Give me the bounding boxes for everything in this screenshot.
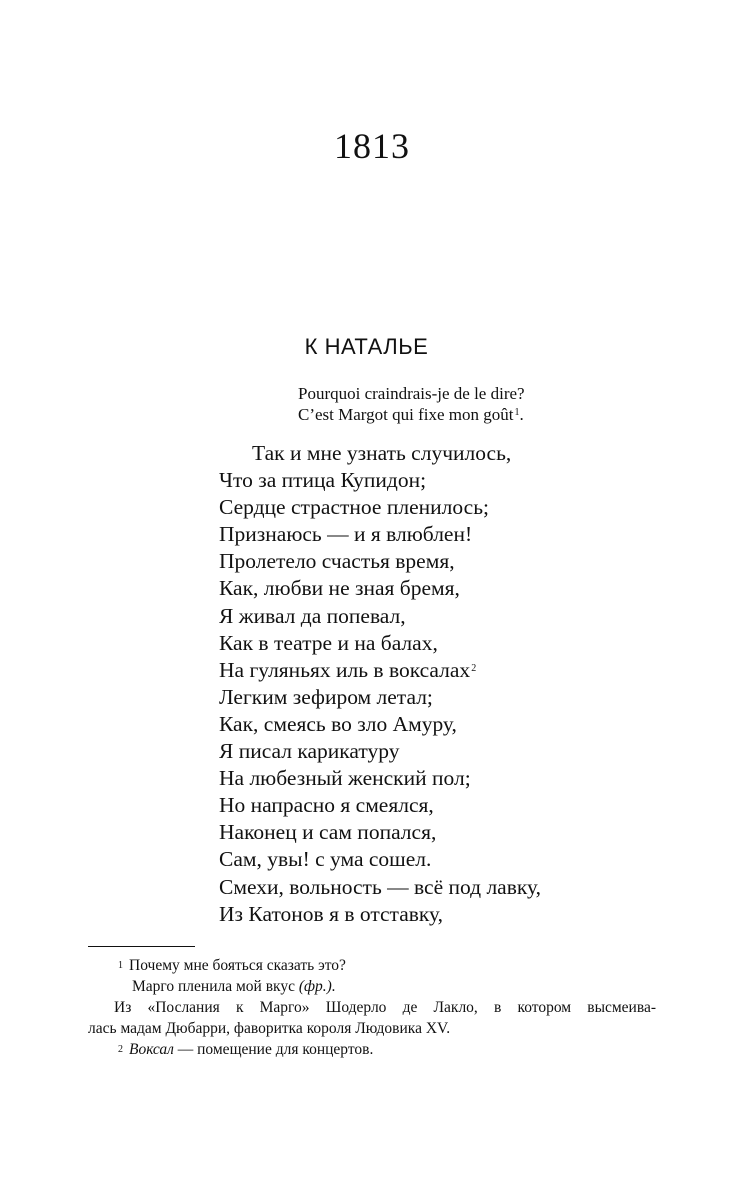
verse-line: Из Катонов я в отставку,: [219, 901, 444, 926]
verse-line: Смехи, вольность — всё под лавку,: [219, 874, 541, 899]
verse-line: Я живал да попевал,: [219, 603, 406, 628]
verse-line: [219, 657, 541, 684]
verse-line-text: На гуляньях иль в воксалах: [219, 657, 471, 682]
footnote-text: — помещение для концертов.: [173, 1041, 374, 1058]
epigraph-line: C’est Margot qui fixe mon goût$^1$.: [298, 405, 524, 424]
footnote-ref: 2: [471, 662, 477, 674]
footnote-1-line: [88, 976, 656, 997]
poem-title: К НАТАЛЬЕ: [304, 334, 429, 359]
verse-line: Как в театре и на балах,: [219, 630, 438, 655]
footnote-1-line: Из «Послания к Марго» Шодерло де Лакло, в котором высмеива-: [114, 999, 656, 1016]
verse-line: Сам, увы! с ума сошел.: [219, 847, 432, 872]
footnote-1-line: лась мадам Дюбарри, фаворитка короля Людовика XV.: [88, 1020, 451, 1037]
footnote-divider: [88, 946, 195, 947]
footnote-text: Марго пленила мой вкус: [132, 978, 295, 995]
footnote-number: 1: [118, 960, 123, 971]
verse-line: На любезный женский пол;: [219, 766, 471, 791]
verse-line: Так и мне узнать случилось,: [252, 441, 512, 465]
footnote-text: Почему мне бояться сказать это?: [129, 957, 346, 974]
epigraph-line-text: C’est Margot qui fixe mon goût: [298, 405, 514, 424]
footnotes: [88, 955, 656, 1060]
footnote-number: 2: [118, 1044, 123, 1055]
verse-line: Как, любви не зная бремя,: [219, 576, 460, 601]
footnote-ref: 1: [514, 407, 520, 418]
section-year-heading: 1813: [334, 126, 410, 166]
verse-line: Что за птица Купидон;: [219, 468, 427, 493]
verse-line: Я писал карикатуру: [219, 739, 400, 764]
verse-line: Наконец и сам попался,: [219, 820, 437, 845]
verse-line: Легким зефиром летал;: [219, 684, 433, 709]
verse-line: Но напрасно я смеялся,: [219, 793, 434, 818]
poem-verse: [219, 440, 541, 928]
verse-line: Пролетело счастья время,: [219, 549, 455, 574]
verse-line: Сердце страстное пленилось;: [219, 495, 489, 520]
epigraph: [298, 383, 525, 425]
epigraph-line: Pourquoi craindrais-je de le dire?: [298, 384, 525, 403]
footnote-1: [88, 955, 656, 976]
footnote-2: [88, 1039, 656, 1060]
verse-line: Как, смеясь во зло Амуру,: [219, 711, 457, 736]
footnote-lang-note: (фр.).: [298, 978, 336, 995]
verse-line: Признаюсь — и я влюблен!: [219, 522, 473, 547]
footnote-term: Воксал: [129, 1041, 174, 1058]
